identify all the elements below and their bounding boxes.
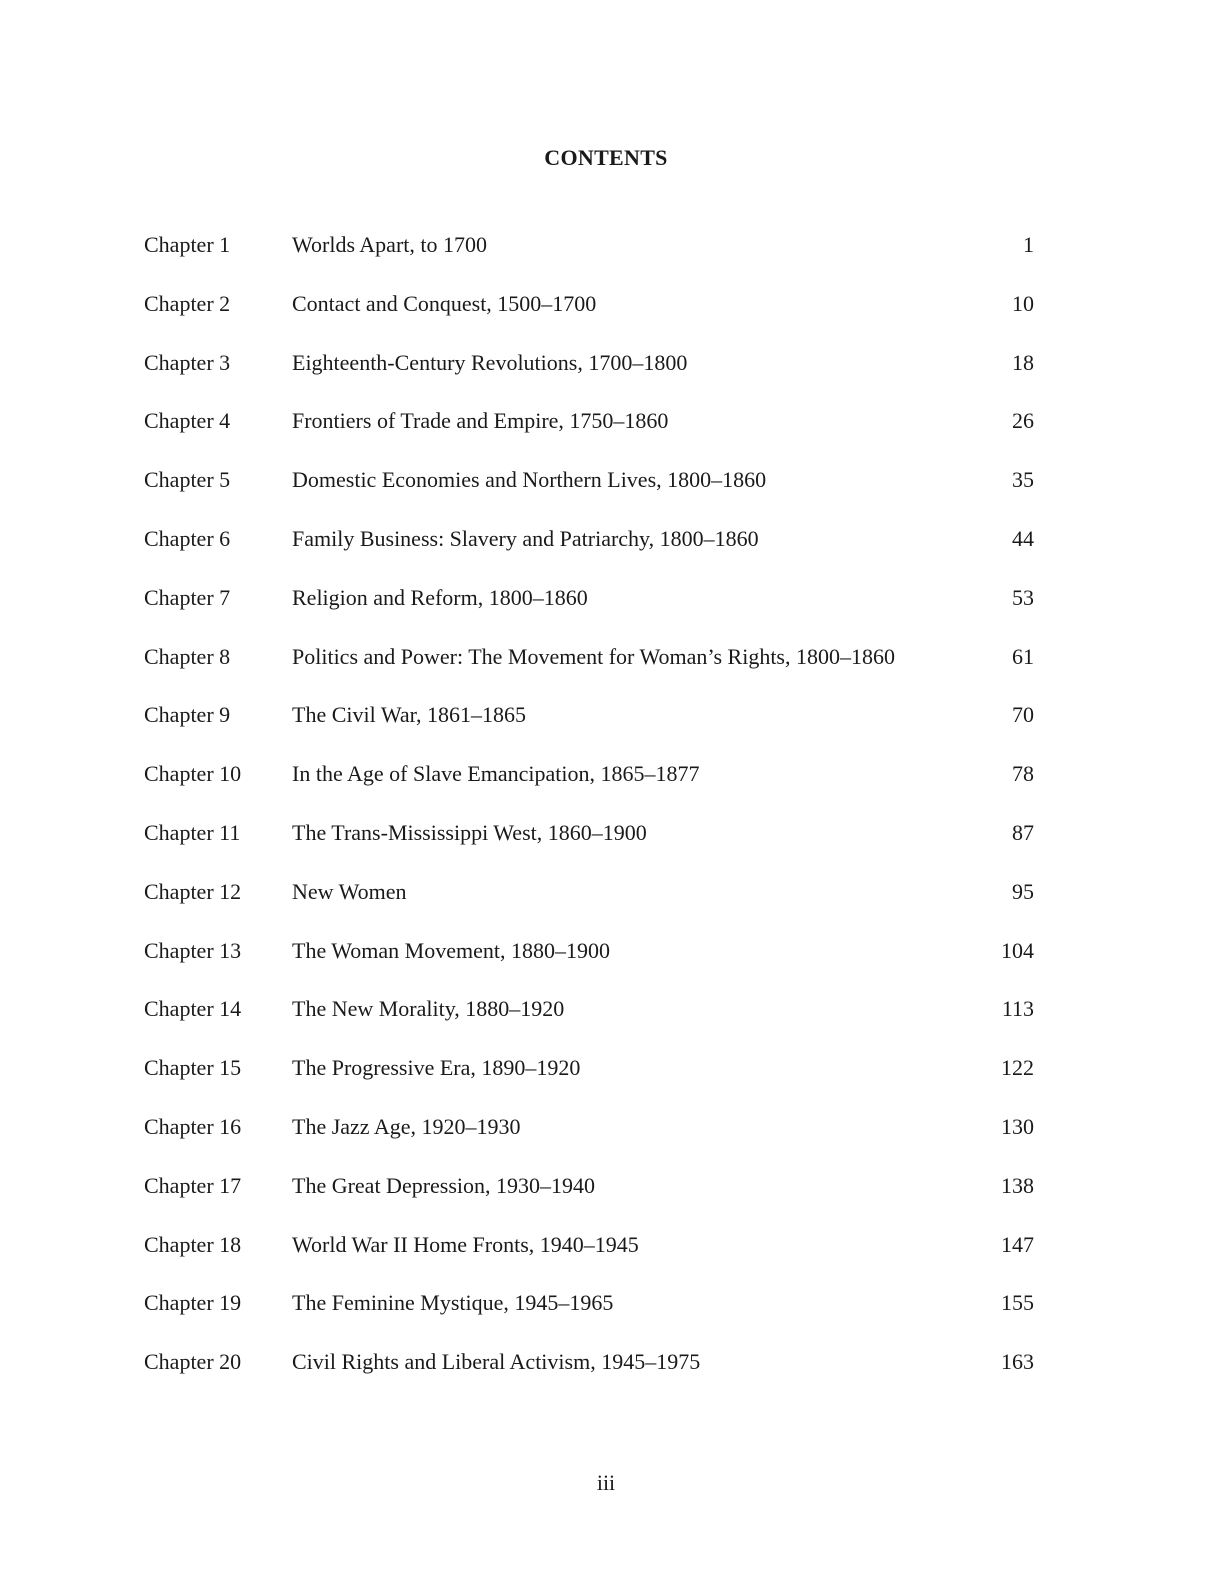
toc-page-number: 130 [1001,1113,1034,1139]
toc-chapter-label: Chapter 20 [144,1349,242,1375]
toc-page-number: 95 [1012,878,1034,904]
toc-chapter-label: Chapter 5 [144,467,231,493]
toc-page-number: 44 [1012,525,1034,551]
toc-entry [144,1346,1034,1405]
table-of-contents [144,229,1034,1405]
toc-chapter-label: Chapter 3 [144,349,231,375]
toc-chapter-label: Chapter 10 [144,761,242,787]
toc-page-number: 1 [1023,232,1034,257]
toc-entry [144,229,1034,288]
toc-chapter-label: Chapter 11 [144,819,241,845]
toc-chapter-label: Chapter 4 [144,408,231,434]
toc-entry [144,405,1034,464]
toc-chapter-label: Chapter 19 [144,1290,242,1316]
toc-chapter-title: The Jazz Age, 1920–1930 [292,1113,521,1139]
toc-chapter-title: Politics and Power: The Movement for Woman’s Rights, 1800–1860 [292,643,895,669]
toc-entry [144,1111,1034,1170]
toc-chapter-title: The Progressive Era, 1890–1920 [292,1055,581,1081]
toc-chapter-title: Family Business: Slavery and Patriarchy, 1800–1860 [292,525,759,551]
toc-chapter-title: Religion and Reform, 1800–1860 [292,584,588,610]
toc-page-number: 138 [1001,1172,1034,1198]
toc-page-number: 122 [1001,1055,1034,1081]
toc-page-number: 26 [1012,408,1034,434]
toc-page-number: 70 [1012,702,1034,728]
toc-chapter-title: Civil Rights and Liberal Activism, 1945–1975 [292,1349,701,1375]
toc-entry [144,347,1034,406]
toc-chapter-label: Chapter 16 [144,1113,242,1139]
toc-entry [144,523,1034,582]
toc-entry [144,993,1034,1052]
toc-entry [144,1170,1034,1229]
toc-entry [144,699,1034,758]
toc-chapter-label: Chapter 2 [144,290,231,316]
toc-chapter-label: Chapter 9 [144,702,231,728]
toc-entry [144,758,1034,817]
toc-chapter-label: Chapter 6 [144,525,231,551]
toc-chapter-title: Eighteenth-Century Revolutions, 1700–1800 [292,349,688,375]
toc-page-number: 53 [1012,584,1034,610]
toc-chapter-title: The New Morality, 1880–1920 [292,996,565,1022]
toc-entry [144,1229,1034,1288]
toc-page-number: 35 [1012,467,1034,493]
toc-entry [144,288,1034,347]
toc-chapter-label: Chapter 8 [144,643,231,669]
toc-chapter-label: Chapter 12 [144,878,242,904]
toc-chapter-title: Contact and Conquest, 1500–1700 [292,290,597,316]
toc-chapter-title: The Great Depression, 1930–1940 [292,1172,596,1198]
toc-chapter-label: Chapter 18 [144,1231,242,1257]
toc-chapter-title: Worlds Apart, to 1700 [292,232,487,257]
toc-chapter-label: Chapter 14 [144,996,242,1022]
page-number: iii [596,1470,616,1495]
toc-entry [144,876,1034,935]
toc-chapter-label: Chapter 13 [144,937,242,963]
toc-entry [144,582,1034,641]
toc-page-number: 18 [1012,349,1034,375]
toc-chapter-label: Chapter 17 [144,1172,242,1198]
toc-chapter-title: Frontiers of Trade and Empire, 1750–1860 [292,408,669,434]
toc-chapter-title: The Civil War, 1861–1865 [292,702,527,728]
toc-entry [144,464,1034,523]
page-title: CONTENTS [544,145,668,170]
toc-chapter-title: World War II Home Fronts, 1940–1945 [292,1231,639,1257]
toc-page-number: 113 [1001,996,1034,1022]
toc-page-number: 155 [1001,1290,1034,1316]
toc-page-number: 163 [1001,1349,1034,1375]
toc-chapter-title: New Women [292,878,407,904]
toc-entry [144,1287,1034,1346]
toc-page-number: 78 [1012,761,1034,787]
toc-entry [144,817,1034,876]
toc-chapter-title: In the Age of Slave Emancipation, 1865–1877 [292,761,700,787]
toc-entry [144,1052,1034,1111]
toc-chapter-title: The Feminine Mystique, 1945–1965 [292,1290,614,1316]
toc-entry [144,935,1034,994]
toc-chapter-title: The Trans-Mississippi West, 1860–1900 [292,819,647,845]
toc-page-number: 147 [1001,1231,1034,1257]
toc-page-number: 104 [1001,937,1034,963]
toc-entry [144,641,1034,700]
toc-page-number: 10 [1012,290,1034,316]
toc-page-number: 87 [1012,819,1034,845]
toc-chapter-title: Domestic Economies and Northern Lives, 1800–1860 [292,467,767,493]
toc-chapter-label: Chapter 7 [144,584,231,610]
toc-chapter-label: Chapter 1 [144,232,231,257]
toc-chapter-title: The Woman Movement, 1880–1900 [292,937,611,963]
toc-chapter-label: Chapter 15 [144,1055,242,1081]
toc-page-number: 61 [1012,643,1034,669]
